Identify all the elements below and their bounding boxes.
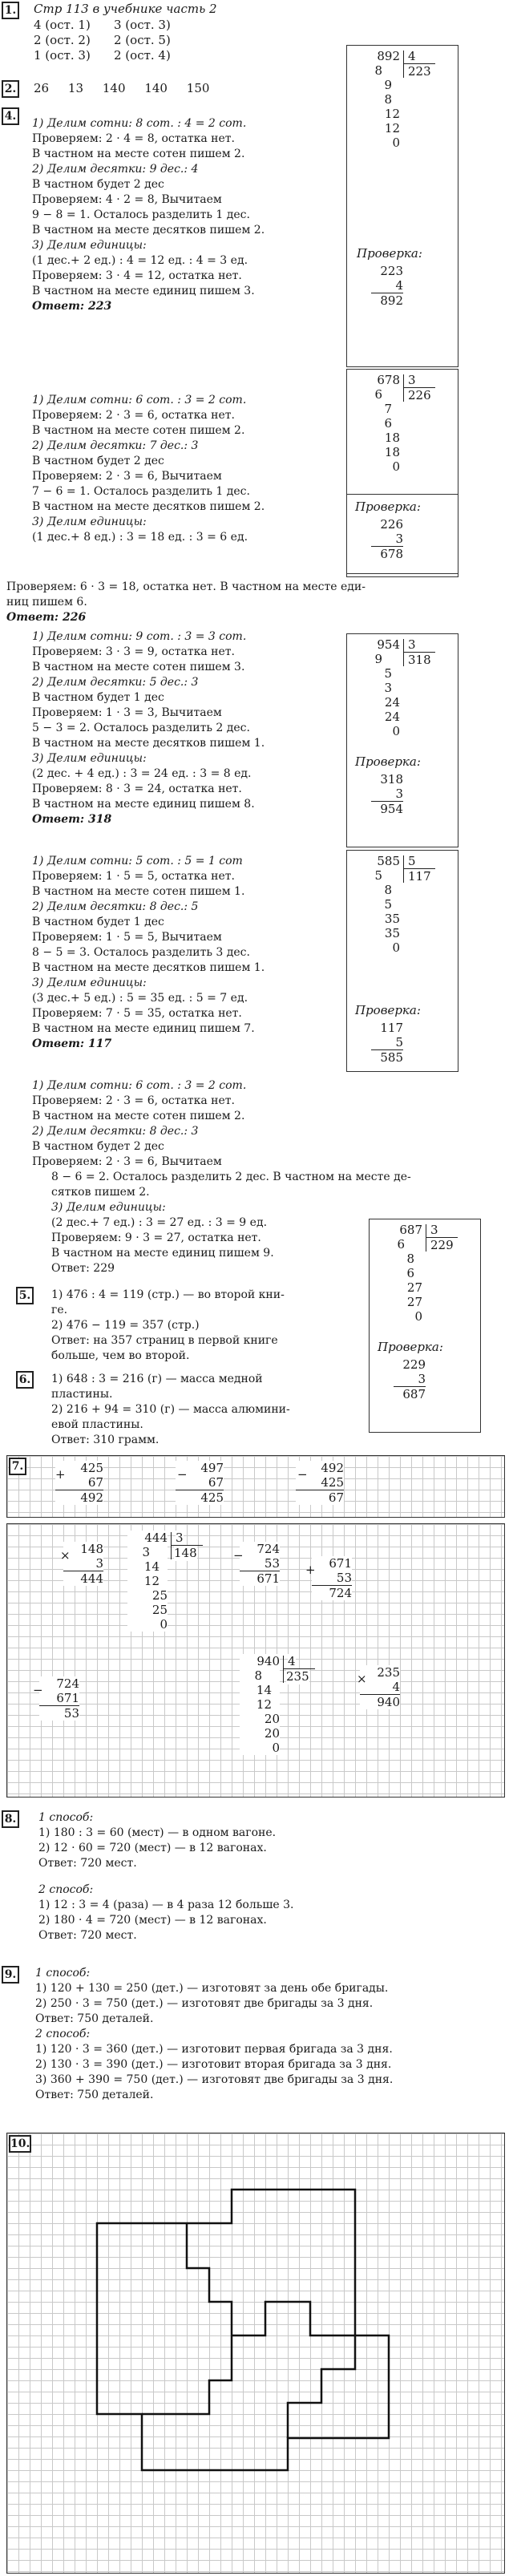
- figure-diagram: [7, 2133, 504, 2573]
- check-a: 318: [380, 772, 403, 787]
- step: 7: [384, 402, 392, 416]
- step: 5: [384, 897, 392, 912]
- step: 0: [272, 1741, 280, 1755]
- text-line: 1) Делим сотни: 6 сот. : 3 = 2 сот.: [32, 1079, 247, 1092]
- step: 18: [384, 445, 400, 459]
- step: 18: [384, 431, 400, 445]
- text-line: Ответ: 750 деталей.: [35, 2012, 154, 2025]
- text-line: ниц пишем 6.: [6, 596, 87, 609]
- check-a: 223: [380, 264, 403, 278]
- result: 492: [55, 1490, 103, 1505]
- text-line: 3) Делим единицы:: [32, 516, 147, 528]
- task-4b-text-wide: [6, 580, 503, 625]
- quotient: 318: [408, 653, 431, 667]
- add-671: [312, 1556, 352, 1600]
- divisor: 4: [288, 1654, 296, 1668]
- text-line: 1) Делим сотни: 8 сот. : 4 = 2 сот.: [32, 117, 247, 130]
- text-line: Проверяем: 1 · 5 = 5, остатка нет.: [32, 870, 235, 883]
- text-line: Проверяем: 2 · 3 = 6, остатка нет.: [32, 1094, 235, 1107]
- text-line: 3) Делим единицы:: [32, 239, 147, 252]
- check-column: [371, 772, 403, 816]
- text-line: Ответ: 223: [32, 300, 112, 313]
- task-computation-grid: [6, 1523, 505, 1798]
- step: 6: [406, 1266, 414, 1280]
- divisor: 3: [430, 1223, 438, 1237]
- plus-sign: +: [305, 1563, 316, 1577]
- text-line: ге.: [51, 1304, 68, 1316]
- task-4a-division-box: [346, 45, 458, 367]
- text-line: 1) Делим сотни: 6 сот. : 3 = 2 сот.: [32, 394, 247, 406]
- text-line: Проверяем: 4 · 2 = 8, Вычитаем: [32, 193, 222, 206]
- text-line: В частном на месте единиц пишем 3.: [32, 285, 255, 297]
- check-result: 954: [371, 801, 403, 816]
- text-line: (1 дес.+ 2 ед.) : 4 = 12 ед. : 4 = 3 ед.: [32, 254, 248, 267]
- operand-a: 492: [321, 1461, 344, 1475]
- subtract-724b: [39, 1676, 79, 1721]
- text-line: сятков пишем 2.: [51, 1186, 150, 1199]
- text-line: 2) Делим десятки: 5 дес.: 3: [32, 676, 199, 689]
- figure-cut: [288, 2335, 355, 2438]
- text-line: В частном будет 2 дес: [32, 178, 164, 191]
- check-result: 687: [394, 1386, 426, 1401]
- text-line: 3) Делим единицы:: [32, 977, 147, 989]
- division-column: [368, 49, 400, 150]
- check-a: 229: [402, 1357, 426, 1372]
- operand-a: 425: [80, 1461, 103, 1475]
- operand-b: 4: [392, 1680, 400, 1694]
- text-line: 3) 360 + 390 = 750 (дет.) — изготовят две бригады за 3 дня.: [35, 2073, 394, 2086]
- task-8-text: [38, 1810, 487, 1943]
- division-column: [368, 637, 400, 738]
- task-4d-text: [32, 854, 353, 1052]
- step: 8: [406, 1252, 414, 1266]
- step: 35: [384, 912, 400, 926]
- text-line: Проверяем: 7 · 5 = 35, остатка нет.: [32, 1007, 242, 1020]
- text-line: 2) 180 · 4 = 720 (мест) — в 12 вагонах.: [38, 1914, 267, 1927]
- text-line: 2) 476 − 119 = 357 (стр.): [51, 1319, 200, 1332]
- step: 0: [392, 459, 400, 474]
- text-line: Проверяем: 2 · 4 = 8, остатка нет.: [32, 132, 235, 145]
- minus-sign: −: [33, 1683, 43, 1697]
- step: 14: [143, 1559, 160, 1574]
- text-line: Проверяем: 1 · 5 = 5, Вычитаем: [32, 931, 222, 944]
- text-line: Ответ: 229: [51, 1262, 115, 1275]
- text-line: Проверяем: 2 · 3 = 6, Вычитаем: [32, 470, 222, 483]
- division-bar: [403, 639, 404, 666]
- check-column: [371, 264, 403, 308]
- quotient: 148: [174, 1546, 197, 1560]
- text-line: Проверяем: 2 · 3 = 6, Вычитаем: [32, 1155, 222, 1168]
- step: 20: [264, 1712, 280, 1726]
- text-line: 1) 180 : 3 = 60 (мест) — в одном вагоне.: [38, 1826, 277, 1839]
- task-7-grid: [6, 1455, 505, 1518]
- text-line: 2) 130 · 3 = 390 (дет.) — изготовит вторая бригада за 3 дня.: [35, 2058, 392, 2071]
- check-a: 117: [380, 1021, 403, 1035]
- result: 67: [296, 1490, 344, 1505]
- step: 3: [384, 681, 392, 695]
- step: 0: [392, 724, 400, 738]
- division-bar: [283, 1656, 284, 1683]
- text-line: 1) 120 + 130 = 250 (дет.) — изготовят за день обе бригады.: [35, 1982, 389, 1995]
- task-2-values: 26 13 140 140 150: [34, 81, 210, 95]
- text-line: 3) Делим единицы:: [32, 752, 147, 765]
- step: 0: [392, 135, 400, 150]
- check-result: 585: [371, 1049, 403, 1065]
- text-line: (3 дес.+ 5 ед.) : 5 = 35 ед. : 5 = 7 ед.: [32, 992, 248, 1005]
- division-column: [390, 1223, 422, 1324]
- text-line: 8 − 5 = 3. Осталось разделить 3 дес.: [32, 946, 250, 959]
- dividend: 687: [399, 1223, 422, 1237]
- text-line: В частном на месте сотен пишем 2.: [32, 1110, 245, 1122]
- check-b: 3: [395, 787, 403, 801]
- dividend: 585: [377, 854, 400, 868]
- answer-cell: 2 (ост. 5): [114, 33, 171, 47]
- divide-444: [127, 1531, 168, 1632]
- result: 940: [360, 1694, 400, 1709]
- dividend: 940: [256, 1654, 280, 1668]
- text-line: Проверяем: 3 · 4 = 12, остатка нет.: [32, 269, 242, 282]
- task-5-number: 5.: [16, 1287, 34, 1304]
- text-line: В частном на месте десятков пишем 2.: [32, 224, 265, 237]
- task-6-number: 6.: [16, 1371, 34, 1389]
- task-1-answers: [34, 18, 194, 63]
- text-line: Ответ: 226: [6, 611, 87, 624]
- step: 6: [374, 387, 382, 402]
- text-line: евой пластины.: [51, 1418, 143, 1431]
- result: 53: [39, 1705, 79, 1721]
- operand-b: 671: [56, 1691, 79, 1705]
- check-column: [394, 1357, 426, 1401]
- figure-cut: [142, 2335, 232, 2414]
- quotient: 235: [286, 1669, 309, 1684]
- text-line: Проверяем: 3 · 3 = 9, остатка нет.: [32, 645, 235, 658]
- text-line: Ответ: 750 деталей.: [35, 2089, 154, 2101]
- step: 35: [384, 926, 400, 940]
- check-column: [371, 517, 403, 561]
- figure-cut: [187, 2223, 232, 2335]
- text-line: В частном будет 2 дес: [32, 1140, 164, 1153]
- check-label: Проверка:: [355, 499, 421, 514]
- text-line: (1 дес.+ 8 ед.) : 3 = 18 ед. : 3 = 6 ед.: [32, 531, 248, 544]
- operand-b: 53: [336, 1571, 352, 1585]
- task-4e-division-box: [369, 1219, 481, 1433]
- step: 5: [384, 666, 392, 681]
- text-line: 3) Делим единицы:: [51, 1201, 166, 1214]
- text-line: 5 − 3 = 2. Осталось разделить 2 дес.: [32, 722, 250, 734]
- check-b: 4: [395, 278, 403, 293]
- divisor: 3: [176, 1531, 184, 1545]
- step: 8: [384, 883, 392, 897]
- operand-b: 53: [264, 1556, 280, 1571]
- task-6-text: [51, 1372, 364, 1448]
- step: 5: [374, 868, 382, 883]
- operand-a: 497: [200, 1461, 224, 1475]
- text-line: 2) Делим десятки: 9 дес.: 4: [32, 163, 199, 176]
- task-4b-check-box: [346, 494, 458, 574]
- text-line: Ответ: 310 грамм.: [51, 1434, 160, 1446]
- text-line: В частном на месте сотен пишем 2.: [32, 424, 245, 437]
- step: 12: [384, 107, 400, 121]
- check-result: 892: [371, 293, 403, 308]
- step: 24: [384, 710, 400, 724]
- check-b: 5: [395, 1035, 403, 1049]
- division-bar: [171, 1532, 172, 1559]
- dividend: 892: [377, 49, 400, 63]
- task-1-header: Стр 113 в учебнике часть 2: [34, 2, 217, 16]
- text-line: Проверяем: 2 · 3 = 6, остатка нет.: [32, 409, 235, 422]
- divisor: 3: [408, 373, 416, 387]
- step: 0: [414, 1309, 422, 1324]
- text-line: Проверяем: 1 · 3 = 3, Вычитаем: [32, 706, 222, 719]
- quotient: 223: [408, 64, 431, 79]
- step: 25: [151, 1588, 168, 1603]
- text-line: 1) 476 : 4 = 119 (стр.) — во второй кни-: [51, 1288, 285, 1301]
- text-line: 8 − 6 = 2. Осталось разделить 2 дес. В частном на месте де-: [51, 1171, 411, 1183]
- figure-outline: [97, 2190, 389, 2470]
- check-column: [371, 1021, 403, 1065]
- task-10-grid: [6, 2133, 505, 2574]
- divisor: 3: [408, 637, 416, 652]
- step: 27: [406, 1280, 422, 1295]
- task-4-number: 4.: [2, 107, 19, 125]
- task-7-number: 7.: [9, 1458, 26, 1475]
- method-label: 1 способ:: [35, 1967, 91, 1980]
- text-line: В частном на месте десятков пишем 1.: [32, 961, 265, 974]
- text-line: (2 дес. + 4 ед.) : 3 = 24 ед. : 3 = 8 ед.: [32, 767, 252, 780]
- task-1-number: 1.: [2, 2, 19, 19]
- dividend: 678: [377, 373, 400, 387]
- operand-b: 425: [321, 1475, 344, 1490]
- step: 9: [374, 652, 382, 666]
- divisor: 4: [408, 49, 416, 63]
- answer-cell: 2 (ост. 4): [114, 48, 171, 63]
- step: 0: [392, 940, 400, 955]
- times-sign: ×: [60, 1548, 71, 1563]
- text-line: Ответ: 117: [32, 1037, 112, 1050]
- answer-cell: 2 (ост. 2): [34, 33, 91, 47]
- step: 24: [384, 695, 400, 710]
- division-column: [368, 373, 400, 474]
- text-line: В частном на месте сотен пишем 1.: [32, 885, 245, 898]
- text-line: В частном на месте сотен пишем 3.: [32, 661, 245, 673]
- check-label: Проверка:: [355, 1003, 421, 1017]
- step: 12: [256, 1697, 272, 1712]
- text-line: В частном будет 1 дес: [32, 916, 164, 928]
- task-4b-text: [32, 393, 353, 545]
- step: 25: [151, 1603, 168, 1617]
- text-line: (2 дес.+ 7 ед.) : 3 = 27 ед. : 3 = 9 ед.: [51, 1216, 268, 1229]
- check-b: 3: [418, 1372, 426, 1386]
- text-line: В частном на месте единиц пишем 7.: [32, 1022, 255, 1035]
- step: 9: [384, 78, 392, 92]
- text-line: 1) Делим сотни: 9 сот. : 3 = 3 сот.: [32, 630, 247, 643]
- step: 8: [374, 63, 382, 78]
- operand-b: 67: [208, 1475, 224, 1490]
- text-line: 2) 12 · 60 = 720 (мест) — в 12 вагонах.: [38, 1842, 267, 1854]
- result: 425: [176, 1490, 224, 1505]
- operand-a: 724: [56, 1676, 79, 1691]
- step: 12: [143, 1574, 160, 1588]
- minus-sign: −: [297, 1467, 308, 1482]
- operand-b: 67: [87, 1475, 103, 1490]
- task-9-text: [35, 1966, 508, 2103]
- step: 6: [384, 416, 392, 431]
- text-line: Ответ: 720 мест.: [38, 1857, 137, 1870]
- check-a: 226: [380, 517, 403, 532]
- text-line: Ответ: 318: [32, 813, 112, 826]
- text-line: В частном на месте единиц пишем 9.: [51, 1247, 274, 1260]
- step: 0: [160, 1617, 168, 1632]
- check-label: Проверка:: [355, 754, 421, 769]
- quotient: 226: [408, 388, 431, 402]
- text-line: 2) 216 + 94 = 310 (г) — масса алюмини-: [51, 1403, 290, 1416]
- task-9-number: 9.: [2, 1966, 19, 1984]
- plus-sign: +: [55, 1467, 66, 1482]
- operand-a: 671: [329, 1556, 352, 1571]
- subtract-724: [240, 1542, 280, 1586]
- text-line: 2) Делим десятки: 8 дес.: 5: [32, 900, 199, 913]
- operand-a: 724: [256, 1542, 280, 1556]
- step: 14: [256, 1683, 272, 1697]
- minus-sign: −: [233, 1548, 244, 1563]
- result: 444: [63, 1571, 103, 1586]
- operand-a: 148: [80, 1542, 103, 1556]
- task-10-number: 10.: [9, 2135, 31, 2153]
- result: 671: [240, 1571, 280, 1586]
- check-label: Проверка:: [357, 246, 422, 261]
- text-line: 9 − 8 = 1. Осталось разделить 1 дес.: [32, 208, 250, 221]
- text-line: Проверяем: 6 · 3 = 18, остатка нет. В частном на месте еди-: [6, 580, 366, 593]
- text-line: Ответ: 720 мест.: [38, 1929, 137, 1942]
- text-line: В частном на месте единиц пишем 8.: [32, 798, 255, 811]
- division-column: [368, 854, 400, 955]
- text-line: 2) Делим десятки: 8 дес.: 3: [32, 1125, 199, 1138]
- method-label: 2 способ:: [38, 1883, 94, 1896]
- text-line: 2) Делим десятки: 7 дес.: 3: [32, 439, 199, 452]
- task-4d-division-box: [346, 850, 458, 1072]
- answer-cell: 1 (ост. 3): [34, 48, 91, 63]
- text-line: Проверяем: 9 · 3 = 27, остатка нет.: [51, 1231, 261, 1244]
- text-line: пластины.: [51, 1388, 113, 1401]
- check-b: 3: [395, 532, 403, 546]
- times-sign: ×: [357, 1672, 367, 1686]
- step: 3: [142, 1545, 150, 1559]
- text-line: В частном будет 2 дес: [32, 455, 164, 467]
- quotient: 117: [408, 869, 431, 884]
- task-2-number: 2.: [2, 80, 19, 98]
- division-bar: [403, 855, 404, 883]
- division-bar: [403, 374, 404, 402]
- step: 27: [406, 1295, 422, 1309]
- text-line: В частном будет 1 дес: [32, 691, 164, 704]
- divisor: 5: [408, 854, 416, 868]
- operand-a: 235: [377, 1665, 400, 1680]
- text-line: больше, чем во второй.: [51, 1349, 190, 1362]
- text-line: В частном на месте десятков пишем 2.: [32, 500, 265, 513]
- text-line: 1) 648 : 3 = 216 (г) — масса медной: [51, 1373, 263, 1385]
- task-8-number: 8.: [2, 1810, 19, 1828]
- text-line: 2) 250 · 3 = 750 (дет.) — изготовят две бригады за 3 дня.: [35, 1997, 374, 2010]
- task-5-text: [51, 1288, 364, 1364]
- step: 12: [384, 121, 400, 135]
- step: 8: [254, 1668, 262, 1683]
- task-4a-text: [32, 116, 353, 314]
- task-4c-division-box: [346, 633, 458, 847]
- divide-940: [240, 1654, 280, 1755]
- figure-cut: [232, 2302, 355, 2335]
- text-line: 1) 120 · 3 = 360 (дет.) — изготовит первая бригада за 3 дня.: [35, 2043, 393, 2056]
- answer-cell: 3 (ост. 3): [114, 18, 171, 32]
- text-line: 7 − 6 = 1. Осталось разделить 1 дес.: [32, 485, 250, 498]
- text-line: 1) 12 : 3 = 4 (раза) — в 4 раза 12 больше 3.: [38, 1899, 294, 1911]
- text-line: Проверяем: 8 · 3 = 24, остатка нет.: [32, 783, 242, 795]
- step: 20: [264, 1726, 280, 1741]
- task-4c-text: [32, 629, 353, 827]
- text-line: Ответ: на 357 страниц в первой книге: [51, 1334, 278, 1347]
- result: 724: [312, 1585, 352, 1600]
- step: 8: [384, 92, 392, 107]
- division-bar: [403, 51, 404, 78]
- check-label: Проверка:: [378, 1340, 443, 1354]
- check-result: 678: [371, 546, 403, 561]
- dividend: 444: [144, 1531, 168, 1545]
- step: 6: [397, 1237, 405, 1252]
- method-label: 1 способ:: [38, 1811, 94, 1824]
- dividend: 954: [377, 637, 400, 652]
- operand-b: 3: [95, 1556, 103, 1571]
- method-label: 2 способ:: [35, 2028, 91, 2040]
- quotient: 229: [430, 1238, 454, 1252]
- text-line: В частном на месте десятков пишем 1.: [32, 737, 265, 750]
- minus-sign: −: [177, 1467, 188, 1482]
- answer-cell: 4 (ост. 1): [34, 18, 91, 32]
- text-line: В частном на месте сотен пишем 2.: [32, 148, 245, 160]
- text-line: 1) Делим сотни: 5 сот. : 5 = 1 сот: [32, 855, 243, 867]
